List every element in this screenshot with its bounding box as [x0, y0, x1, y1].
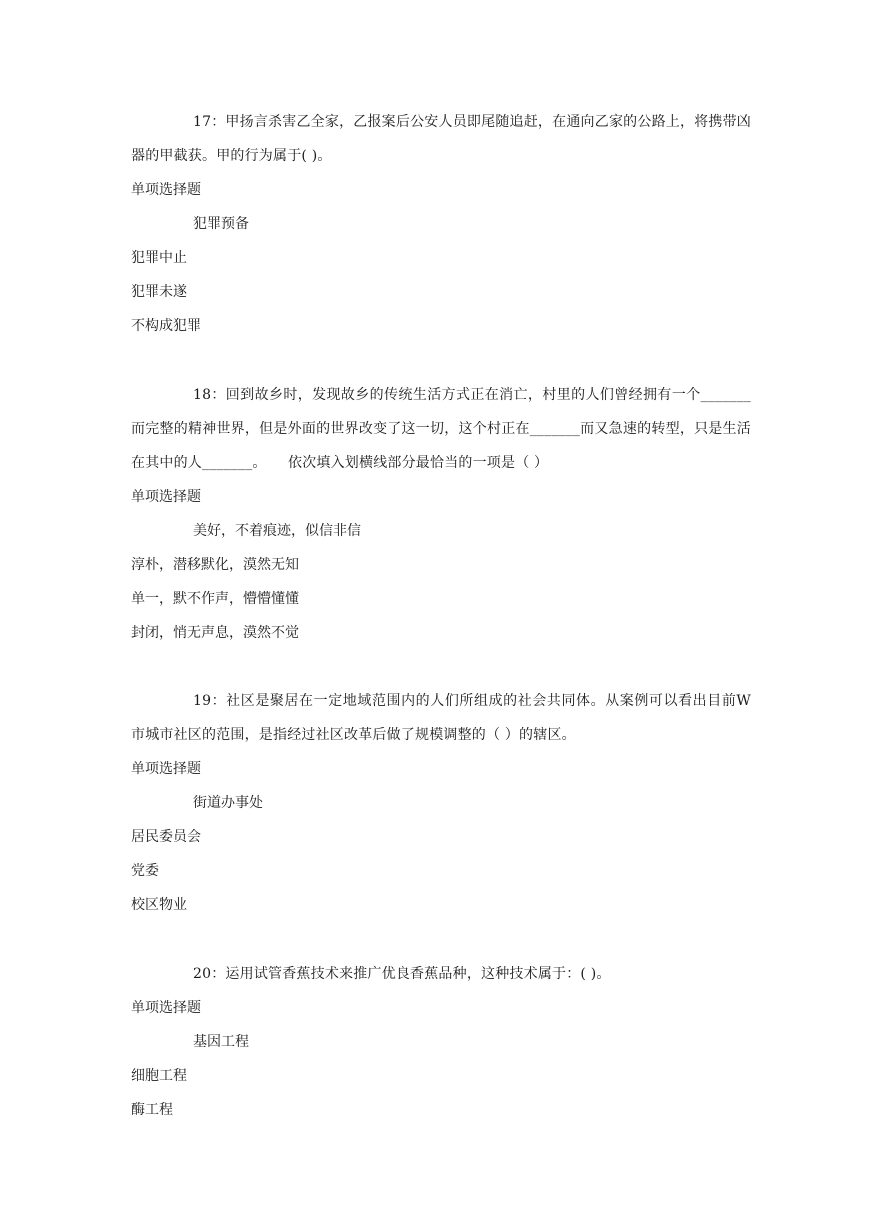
option-c: 犯罪未遂 — [131, 284, 187, 300]
question-18 — [131, 378, 751, 650]
question-17 — [131, 105, 751, 343]
option-d: 不构成犯罪 — [131, 318, 201, 334]
option-c: 党委 — [131, 863, 159, 879]
question-type: 单项选择题 — [131, 1000, 201, 1016]
question-stem: 19：社区是聚居在一定地域范围内的人们所组成的社会共同体。从案例可以看出目前W市城市社区的范围，是指经过社区改革后做了规模调整的（ ）的辖区。 — [131, 693, 751, 743]
option-a: 基因工程 — [193, 1034, 249, 1050]
question-type: 单项选择题 — [131, 182, 201, 198]
question-20 — [131, 957, 751, 1127]
question-19 — [131, 684, 751, 922]
option-d: 校区物业 — [131, 897, 187, 913]
question-type: 单项选择题 — [131, 761, 201, 777]
question-stem: 17：甲扬言杀害乙全家，乙报案后公安人员即尾随追赶，在通向乙家的公路上，将携带凶器的甲截获。甲的行为属于( )。 — [131, 114, 751, 164]
option-d: 封闭，悄无声息，漠然不觉 — [131, 625, 299, 641]
question-type: 单项选择题 — [131, 489, 201, 505]
option-b: 淳朴，潜移默化，漠然无知 — [131, 557, 299, 573]
option-a: 美好，不着痕迹，似信非信 — [193, 523, 361, 539]
option-b: 居民委员会 — [131, 829, 201, 845]
option-b: 犯罪中止 — [131, 250, 187, 266]
option-a: 犯罪预备 — [193, 216, 249, 232]
option-a: 街道办事处 — [193, 795, 263, 811]
option-c: 酶工程 — [131, 1102, 173, 1118]
question-stem: 20：运用试管香蕉技术来推广优良香蕉品种，这种技术属于：( )。 — [193, 966, 611, 982]
option-c: 单一，默不作声，懵懵懂懂 — [131, 591, 299, 607]
question-stem: 18：回到故乡时，发现故乡的传统生活方式正在消亡，村里的人们曾经拥有一个_______而完整的精神世界，但是外面的世界改变了这一切，这个村正在_______而又急速的转型，只是生活在其中的人_______。 依次填入划横线部分最恰当的一项是（ ） — [131, 387, 751, 471]
option-b: 细胞工程 — [131, 1068, 187, 1084]
